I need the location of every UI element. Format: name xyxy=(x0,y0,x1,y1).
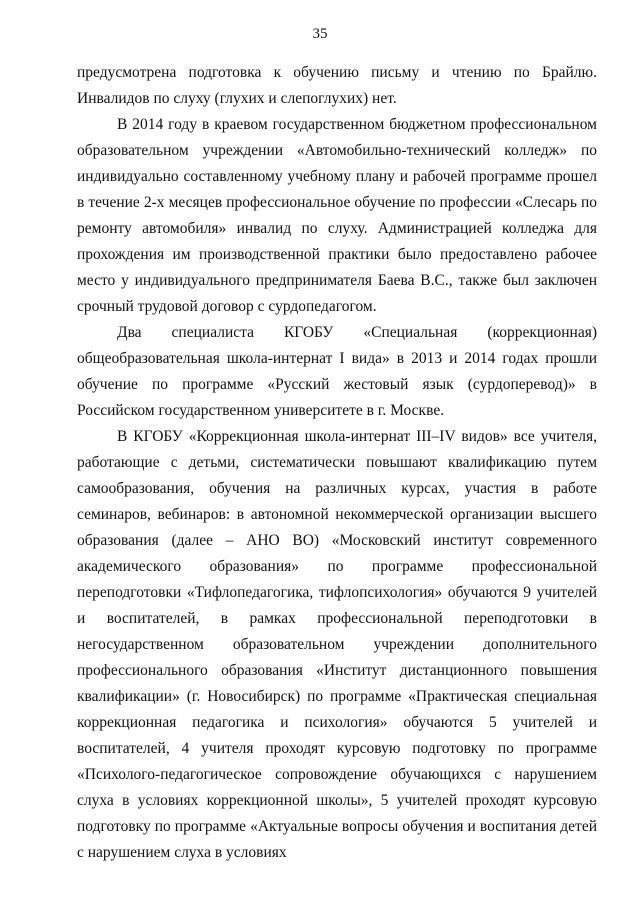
page-number: 35 xyxy=(312,26,328,42)
document-body xyxy=(77,60,597,866)
paragraph-college-training: В 2014 году в краевом государственном бюджетном профессиональном образовательном учреждении «Автомобильно-технический колледж» по индивидуально составленному учебному плану и рабочей программе прошел в течение 2-х месяцев профессиональное обучение по профессии «Слесарь по ремонту автомобиля» инвалид по слуху. Администрацией колледжа для прохождения им производственной практики было предоставлено рабочее место у индивидуального предпринимателя Баева В.С., также был заключен срочный трудовой договор с сурдопедагогом. xyxy=(77,116,597,315)
paragraph-teacher-qualification: В КГОБУ «Коррекционная школа-интернат III–IV видов» все учителя, работающие с детьми, систематически повышают квалификацию путем самообразования, обучения на различных курсах, участия в работе семинаров, вебинаров: в автономной некоммерческой организации высшего образования (далее – АНО ВО) «Московский институт современного академического образования» по программе профессиональной переподготовки «Тифлопедагогика, тифлопсихология» обучаются 9 учителей и воспитателей, в рамках профессиональной переподготовки в негосударственном образовательном учреждении дополнительного профессионального образования «Институт дистанционного повышения квалификации» (г. Новосибирск) по программе «Практическая специальная коррекционная педагогика и психология» обучаются 5 учителей и воспитателей, 4 учителя проходят курсовую подготовку по программе «Психолого-педагогическое сопровождение обучающихся с нарушением слуха в условиях коррекционной школы», 5 учителей проходят курсовую подготовку по программе «Актуальные вопросы обучения и воспитания детей с нарушением слуха в условиях xyxy=(77,428,597,861)
paragraph-sign-language-training: Два специалиста КГОБУ «Специальная (коррекционная) общеобразовательная школа-интернат I вида» в 2013 и 2014 годах прошли обучение по программе «Русский жестовый язык (сурдоперевод)» в Российском государственном университете в г. Москве. xyxy=(77,324,597,419)
paragraph-continuation: предусмотрена подготовка к обучению письму и чтению по Брайлю. Инвалидов по слуху (глухих и слепоглухих) нет. xyxy=(77,64,597,107)
